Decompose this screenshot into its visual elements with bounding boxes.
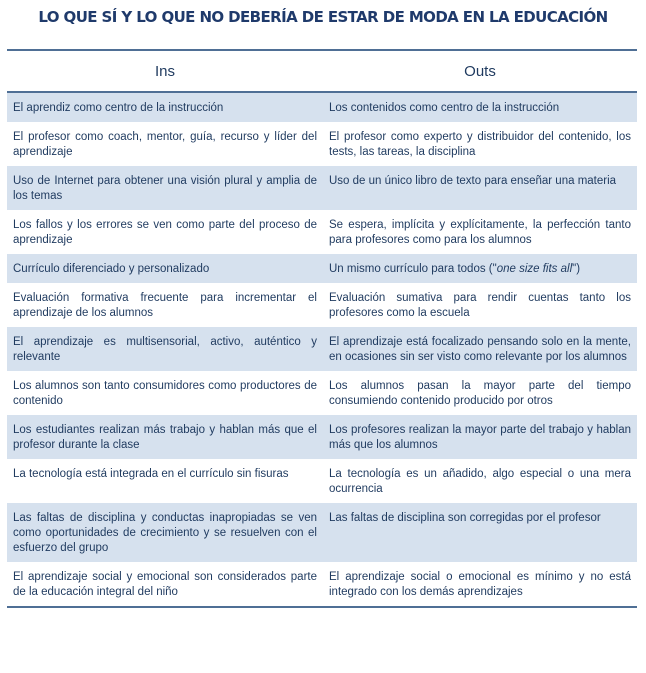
in-cell: Los fallos y los errores se ven como parte del proceso de aprendizaje	[7, 210, 323, 254]
out-cell	[323, 254, 637, 283]
in-cell: El aprendizaje social y emocional son considerados parte de la educación integral del niño	[7, 562, 323, 607]
out-cell-text: Un mismo currículo para todos ("	[329, 263, 497, 275]
table-row	[7, 415, 637, 459]
table-row	[7, 371, 637, 415]
table-row	[7, 122, 637, 166]
in-cell: Los estudiantes realizan más trabajo y hablan más que el profesor durante la clase	[7, 415, 323, 459]
in-cell: El aprendiz como centro de la instrucción	[7, 92, 323, 122]
out-cell: La tecnología es un añadido, algo especial o una mera ocurrencia	[323, 459, 637, 503]
out-cell: Uso de un único libro de texto para enseñar una materia	[323, 166, 637, 210]
out-cell: El aprendizaje social o emocional es mínimo y no está integrado con los demás aprendizajes	[323, 562, 637, 607]
table-row	[7, 283, 637, 327]
comparison-table-container	[7, 49, 637, 608]
table-row	[7, 254, 637, 283]
table-row	[7, 92, 637, 122]
in-cell: El aprendizaje es multisensorial, activo, auténtico y relevante	[7, 327, 323, 371]
ins-column-header: Ins	[7, 50, 323, 92]
table-row	[7, 327, 637, 371]
in-cell: Las faltas de disciplina y conductas inapropiadas se ven como oportunidades de crecimiento y se resuelven con el esfuerzo del grupo	[7, 503, 323, 562]
in-cell: Currículo diferenciado y personalizado	[7, 254, 323, 283]
out-cell: Los profesores realizan la mayor parte del trabajo y hablan más que los alumnos	[323, 415, 637, 459]
in-cell: Uso de Internet para obtener una visión plural y amplia de los temas	[7, 166, 323, 210]
in-cell: El profesor como coach, mentor, guía, recurso y líder del aprendizaje	[7, 122, 323, 166]
in-cell: Evaluación formativa frecuente para incrementar el aprendizaje de los alumnos	[7, 283, 323, 327]
out-cell: El aprendizaje está focalizado pensando solo en la mente, en ocasiones sin ser visto como relevante por los alumnos	[323, 327, 637, 371]
out-cell: El profesor como experto y distribuidor del contenido, los tests, las tareas, la disciplina	[323, 122, 637, 166]
in-cell: Los alumnos son tanto consumidores como productores de contenido	[7, 371, 323, 415]
out-cell: Los alumnos pasan la mayor parte del tiempo consumiendo contenido producido por otros	[323, 371, 637, 415]
table-row	[7, 503, 637, 562]
out-cell-text-end: ")	[572, 263, 581, 275]
table-header-row	[7, 50, 637, 92]
table-row	[7, 562, 637, 607]
out-cell: Los contenidos como centro de la instrucción	[323, 92, 637, 122]
out-cell-emphasis: one size fits all	[496, 263, 573, 275]
out-cell: Evaluación sumativa para rendir cuentas tanto los profesores como la escuela	[323, 283, 637, 327]
table-row	[7, 210, 637, 254]
comparison-table	[7, 49, 637, 608]
in-cell: La tecnología está integrada en el currículo sin fisuras	[7, 459, 323, 503]
outs-column-header: Outs	[323, 50, 637, 92]
table-row	[7, 166, 637, 210]
out-cell: Se espera, implícita y explícitamente, la perfección tanto para profesores como para los alumnos	[323, 210, 637, 254]
out-cell: Las faltas de disciplina son corregidas por el profesor	[323, 503, 637, 562]
table-row	[7, 459, 637, 503]
page-title: LO QUE SÍ Y LO QUE NO DEBERÍA DE ESTAR DE MODA EN LA EDUCACIÓN	[38, 8, 608, 26]
